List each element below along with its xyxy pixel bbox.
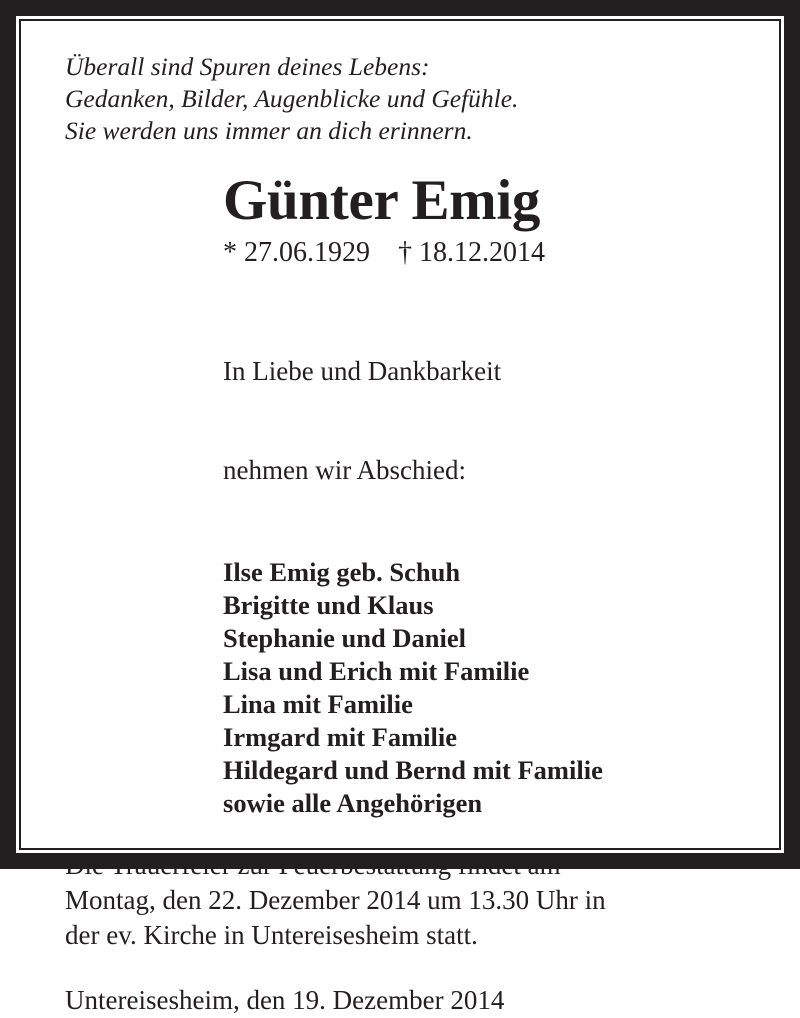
mourner-name: sowie alle Angehörigen (223, 788, 483, 818)
notice-content (21, 21, 779, 1015)
mourner-name: Ilse Emig geb. Schuh (223, 557, 461, 587)
memorial-verse (65, 51, 739, 147)
name-block (223, 169, 739, 271)
verse-line-3: Sie werden uns immer an dich erinnern. (65, 116, 473, 145)
mourner-name: Stephanie und Daniel (223, 623, 466, 653)
mourners-intro (223, 289, 739, 553)
frame-inner-rule (19, 19, 781, 1015)
mourner-name: Irmgard mit Familie (223, 722, 458, 752)
service-line-3: der ev. Kirche in Untereisesheim statt. (65, 920, 478, 950)
mourners-intro-line-2: nehmen wir Abschied: (223, 455, 466, 485)
mourner-name: Brigitte und Klaus (223, 590, 434, 620)
verse-line-2: Gedanken, Bilder, Augenblicke und Gefühle. (65, 84, 519, 113)
life-dates: * 27.06.1929 † 18.12.2014 (223, 237, 545, 268)
frame-white-gap (16, 16, 784, 1015)
deceased-name: Günter Emig (223, 169, 541, 232)
service-line-2: Montag, den 22. Dezember 2014 um 13.30 Uhr in (65, 885, 606, 915)
mourner-name: Hildegard und Bernd mit Familie (223, 755, 603, 785)
place-and-date: Untereisesheim, den 19. Dezember 2014 (65, 985, 505, 1015)
verse-line-1: Überall sind Spuren deines Lebens: (65, 52, 430, 81)
service-line-1: Die Trauerfeier zur Feuerbestattung findet am (65, 850, 561, 880)
mourners-block (223, 289, 739, 820)
mourner-name: Lisa und Erich mit Familie (223, 656, 530, 686)
mourner-name: Lina mit Familie (223, 689, 413, 719)
service-details (65, 848, 739, 953)
mourners-intro-line-1: In Liebe und Dankbarkeit (223, 356, 502, 386)
mourners-list (223, 556, 739, 820)
